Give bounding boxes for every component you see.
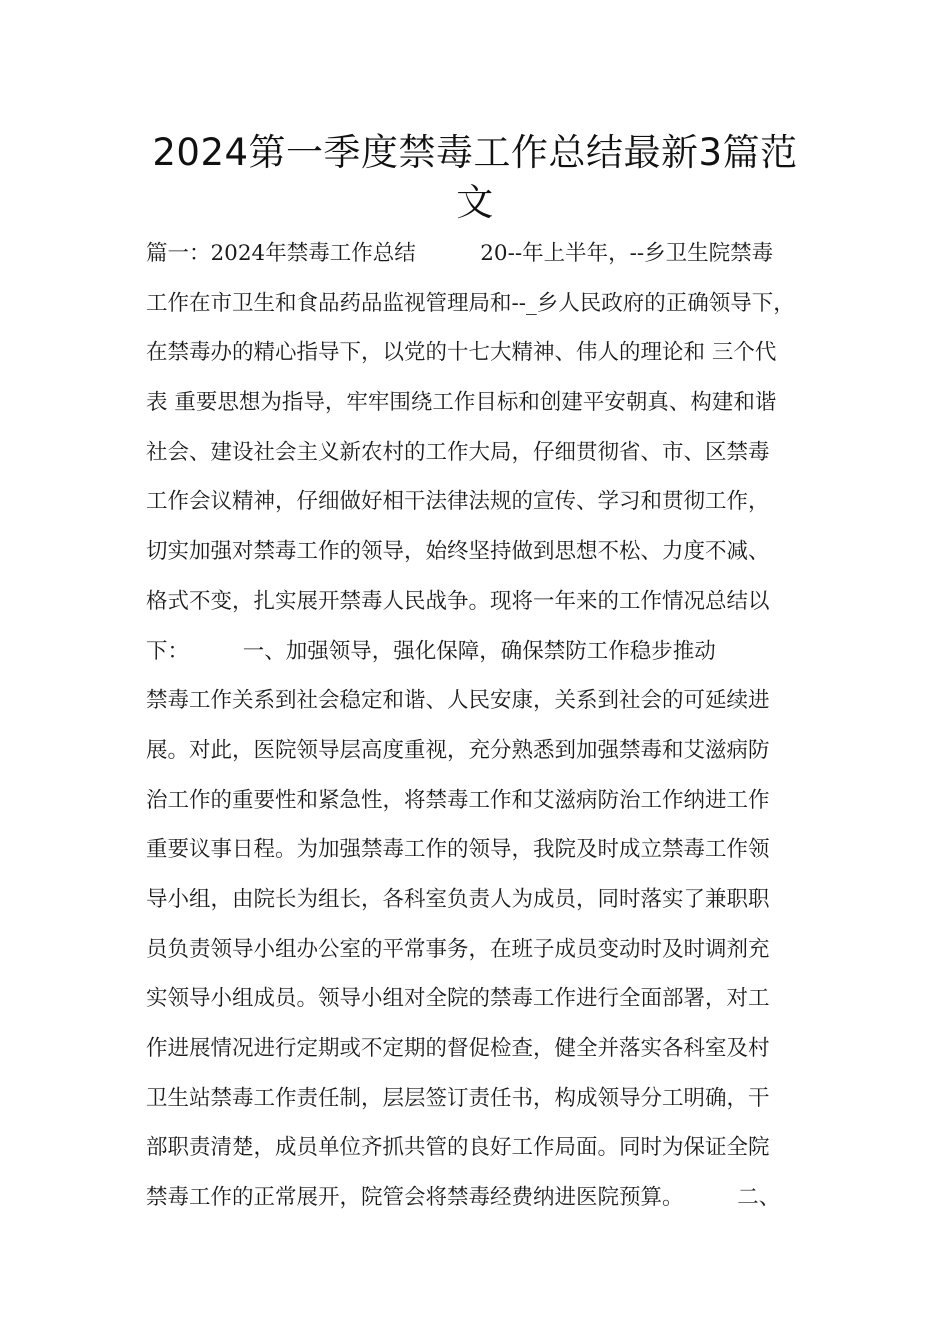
body-line: 部职责清楚，成员单位齐抓共管的良好工作局面。同时为保证全院 [146, 1135, 770, 1161]
body-line: 切实加强对禁毒工作的领导，始终坚持做到思想不松、力度不减、 [146, 539, 770, 565]
body-line: 作进展情况进行定期或不定期的督促检查，健全并落实各科室及村 [146, 1036, 770, 1061]
body-line: 禁毒工作的正常展开，院管会将禁毒经费纳进医院预算。 二、 [146, 1185, 781, 1211]
title-line-1: 2024第一季度禁毒工作总结最新3篇范 [152, 131, 798, 174]
body-line: 表 重要思想为指导，牢牢围绕工作目标和创建平安朝真、构建和谐 [146, 390, 777, 416]
body-line: 篇一：2024年禁毒工作总结 20--年上半年，--乡卫生院禁毒 [146, 241, 774, 266]
body-line: 社会、建设社会主义新农村的工作大局，仔细贯彻省、市、区禁毒 [146, 439, 770, 465]
body-line: 卫生站禁毒工作责任制，层层签订责任书，构成领导分工明确，干 [146, 1085, 770, 1111]
body-line: 展。对此，医院领导层高度重视，充分熟悉到加强禁毒和艾滋病防 [146, 737, 770, 763]
body-line: 实领导小组成员。领导小组对全院的禁毒工作进行全面部署，对工 [146, 986, 770, 1012]
body-line: 导小组，由院长为组长，各科室负责人为成员，同时落实了兼职职 [146, 886, 770, 912]
body-line: 工作会议精神，仔细做好相干法律法规的宣传、学习和贯彻工作， [146, 489, 770, 515]
document-title [100, 128, 850, 228]
body-line: 下： 一、加强领导，强化保障，确保禁防工作稳步推动 [146, 638, 716, 664]
body-line: 员负责领导小组办公室的平常事务，在班子成员变动时及时调剂充 [146, 936, 770, 962]
body-line: 重要议事日程。为加强禁毒工作的领导，我院及时成立禁毒工作领 [146, 837, 770, 863]
body-line: 在禁毒办的精心指导下，以党的十七大精神、伟人的理论和 三个代 [146, 340, 777, 366]
body-line: 治工作的重要性和紧急性，将禁毒工作和艾滋病防治工作纳进工作 [146, 787, 770, 813]
title-line-2: 文 [456, 181, 494, 224]
document-body [146, 229, 811, 1223]
body-line: 格式不变，扎实展开禁毒人民战争。现将一年来的工作情况总结以 [146, 588, 770, 614]
body-line: 禁毒工作关系到社会稳定和谐、人民安康，关系到社会的可延续进 [146, 688, 770, 714]
body-line: 工作在市卫生和食品药品监视管理局和--_乡人民政府的正确领导下， [146, 290, 795, 316]
